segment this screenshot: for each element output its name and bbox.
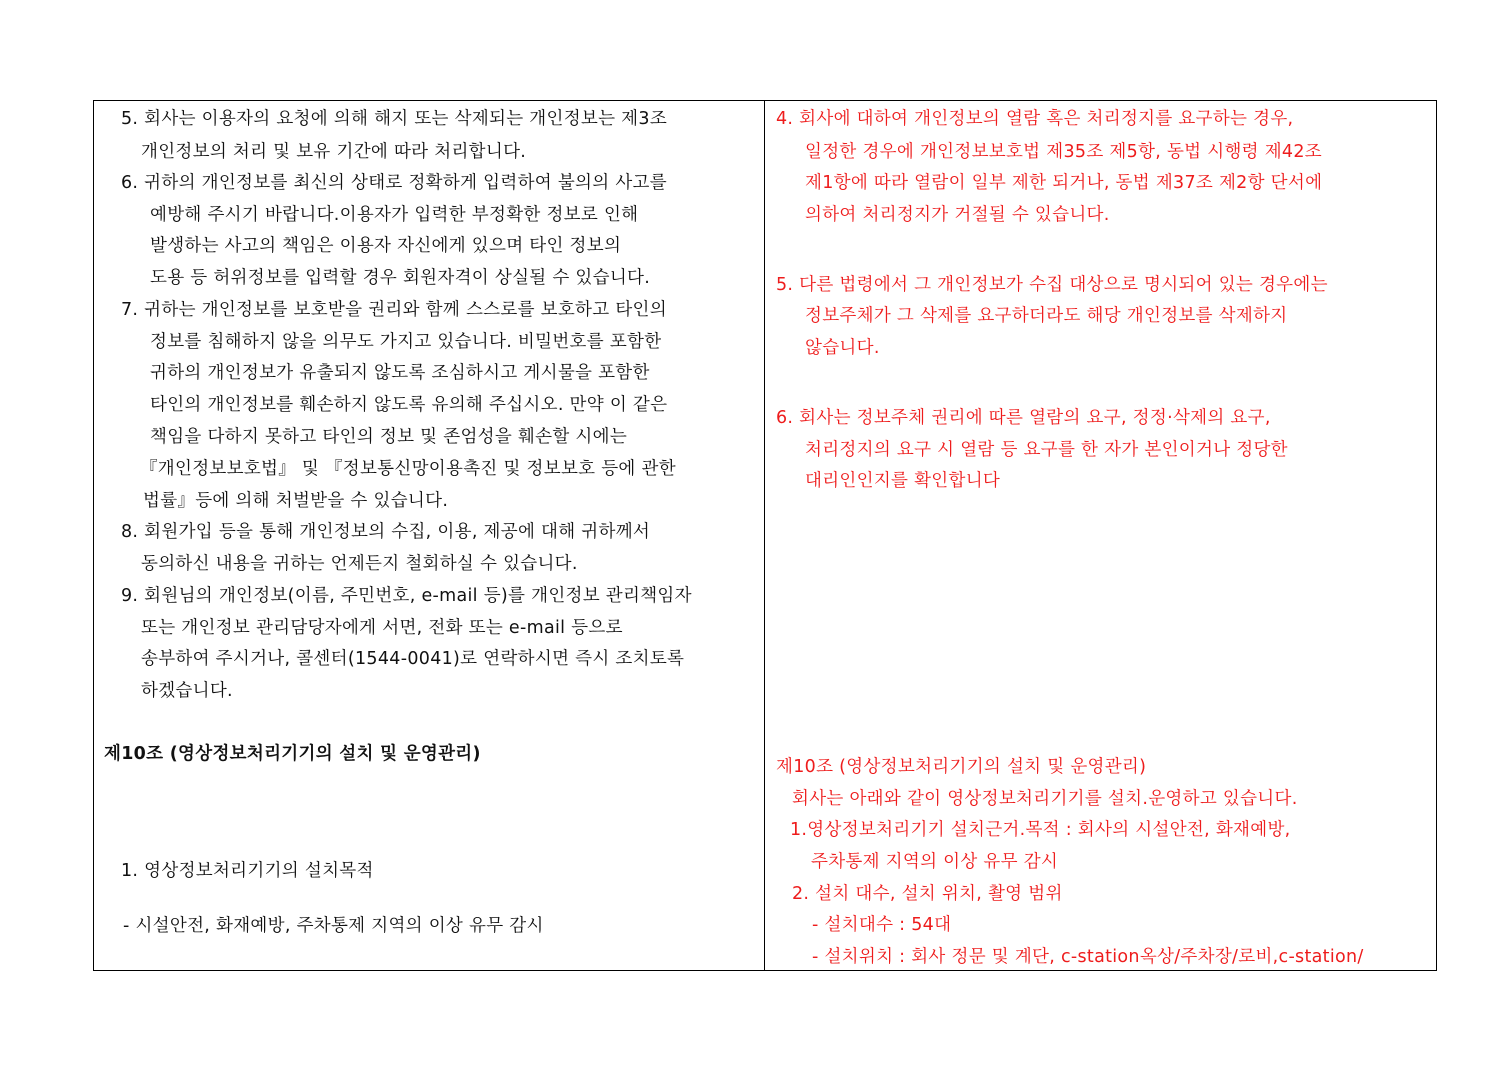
right-item-6-line-1: 6. 회사는 정보주체 권리에 따른 열람의 요구, 정정·삭제의 요구, (776, 408, 1271, 428)
left-item-8-line-2: 동의하신 내용을 귀하는 언제든지 철회하실 수 있습니다. (141, 554, 578, 574)
right-item-6-line-3: 대리인인지를 확인합니다 (805, 471, 1001, 491)
left-item-9-line-4: 하겠습니다. (141, 681, 233, 701)
left-item-6-line-1: 6. 귀하의 개인정보를 최신의 상태로 정확하게 입력하여 불의의 사고를 (121, 173, 667, 193)
left-item-7-line-6: 『개인정보보호법』 및 『정보통신망이용촉진 및 정보보호 등에 관한 (140, 459, 676, 479)
right-item-4-line-2: 일정한 경우에 개인정보보호법 제35조 제5항, 동법 시행령 제42조 (805, 142, 1322, 162)
left-item-5-line-2: 개인정보의 처리 및 보유 기간에 따라 처리합니다. (141, 142, 527, 162)
right-item-4-line-4: 의하여 처리정지가 거절될 수 있습니다. (805, 205, 1110, 225)
left-item-7-line-7: 법률』등에 의해 처벌받을 수 있습니다. (143, 491, 449, 511)
left-item-5-line-1: 5. 회사는 이용자의 요청에 의해 해지 또는 삭제되는 개인정보는 제3조 (121, 109, 668, 129)
right-section-line-3: 주차통제 지역의 이상 유무 감시 (811, 852, 1059, 872)
right-section-line-5: - 설치대수 : 54대 (812, 915, 952, 935)
left-sub-detail: - 시설안전, 화재예방, 주차통제 지역의 이상 유무 감시 (123, 916, 544, 936)
right-section-line-1: 회사는 아래와 같이 영상정보처리기기를 설치.운영하고 있습니다. (792, 789, 1298, 809)
left-item-8-line-1: 8. 회원가입 등을 통해 개인정보의 수집, 이용, 제공에 대해 귀하께서 (121, 522, 651, 542)
left-item-9-line-3: 송부하여 주시거나, 콜센터(1544-0041)로 연락하시면 즉시 조치토록 (141, 649, 685, 669)
left-sub-item: 1. 영상정보처리기기의 설치목적 (121, 861, 374, 881)
right-item-5-line-3: 않습니다. (805, 338, 880, 358)
right-item-5-line-1: 5. 다른 법령에서 그 개인정보가 수집 대상으로 명시되어 있는 경우에는 (776, 275, 1328, 295)
right-item-4-line-1: 4. 회사에 대하여 개인정보의 열람 혹은 처리정지를 요구하는 경우, (776, 109, 1294, 129)
right-section-line-6: - 설치위치 : 회사 정문 및 계단, c-station옥상/주차장/로비,c-station/ (812, 947, 1364, 967)
left-item-7-line-3: 귀하의 개인정보가 유출되지 않도록 조심하시고 게시물을 포함한 (150, 363, 650, 383)
left-section-title: 제10조 (영상정보처리기기의 설치 및 운영관리) (104, 744, 481, 764)
right-section-title: 제10조 (영상정보처리기기의 설치 및 운영관리) (776, 757, 1147, 777)
right-item-6-line-2: 처리정지의 요구 시 열람 등 요구를 한 자가 본인이거나 정당한 (805, 440, 1288, 460)
right-section-line-4: 2. 설치 대수, 설치 위치, 촬영 범위 (792, 884, 1063, 904)
left-item-7-line-5: 책임을 다하지 못하고 타인의 정보 및 존엄성을 훼손할 시에는 (150, 427, 628, 447)
left-item-7-line-2: 정보를 침해하지 않을 의무도 가지고 있습니다. 비밀번호를 포함한 (150, 332, 662, 352)
left-item-6-line-3: 발생하는 사고의 책임은 이용자 자신에게 있으며 타인 정보의 (150, 236, 622, 256)
left-item-7-line-1: 7. 귀하는 개인정보를 보호받을 권리와 함께 스스로를 보호하고 타인의 (121, 300, 667, 320)
right-item-4-line-3: 제1항에 따라 열람이 일부 제한 되거나, 동법 제37조 제2항 단서에 (805, 173, 1323, 193)
left-item-9-line-1: 9. 회원님의 개인정보(이름, 주민번호, e-mail 등)를 개인정보 관리책임자 (121, 586, 692, 606)
right-section-line-2: 1.영상정보처리기기 설치근거.목적 : 회사의 시설안전, 화재예방, (790, 820, 1291, 840)
left-item-7-line-4: 타인의 개인정보를 훼손하지 않도록 유의해 주십시오. 만약 이 같은 (150, 395, 668, 415)
right-item-5-line-2: 정보주체가 그 삭제를 요구하더라도 해당 개인정보를 삭제하지 (805, 306, 1288, 326)
left-item-6-line-2: 예방해 주시기 바랍니다.이용자가 입력한 부정확한 정보로 인해 (150, 205, 639, 225)
left-item-6-line-4: 도용 등 허위정보를 입력할 경우 회원자격이 상실될 수 있습니다. (150, 268, 651, 288)
column-divider (764, 100, 765, 971)
left-item-9-line-2: 또는 개인정보 관리담당자에게 서면, 전화 또는 e-mail 등으로 (141, 618, 623, 638)
